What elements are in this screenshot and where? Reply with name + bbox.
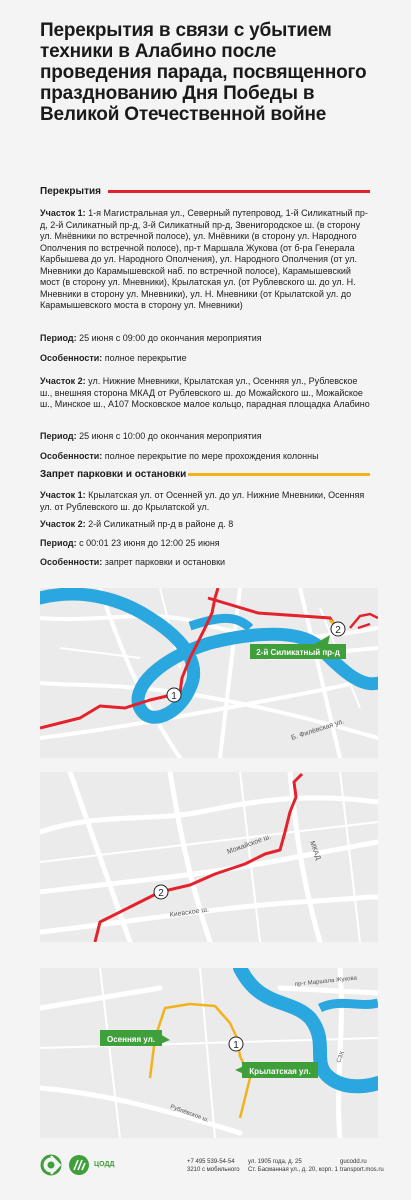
section2-label: Участок 2: <box>40 376 86 386</box>
codd-logo-text: ЦОДД <box>94 1161 115 1168</box>
parking-features <box>40 557 370 569</box>
section2-period-label: Период: <box>40 431 77 441</box>
callout-osennyaya-label: Осенняя ул. <box>107 1035 155 1044</box>
footer <box>40 1150 384 1200</box>
closure-section-1-period <box>40 333 370 345</box>
closure-section-1-features <box>40 353 370 365</box>
closure-section-2-period <box>40 431 370 443</box>
section1-period-label: Период: <box>40 333 77 343</box>
marker-2-label: 2 <box>335 625 341 636</box>
parking-period-value: с 00:01 23 июня до 12:00 25 июня <box>79 538 220 548</box>
marker-2b-label: 2 <box>158 888 164 899</box>
city-logo-icon <box>40 1154 62 1176</box>
parking-features-value: запрет парковки и остановки <box>104 557 226 567</box>
parking-features-label: Особенности: <box>40 557 103 567</box>
codd-logo-icon <box>68 1154 90 1176</box>
footer-address-2: Ст. Басманная ул., д. 20, корп. 1 <box>248 1167 338 1173</box>
street-label-mozhayskoe: Можайское ш. <box>226 833 273 856</box>
parking-period-label: Период: <box>40 538 77 548</box>
street-label-zhukova: пр-т Маршала Жукова <box>294 975 358 988</box>
street-label-kievskoe: Киевское ш. <box>169 906 210 919</box>
section1-features: полное перекрытие <box>104 353 187 363</box>
marker-2b <box>154 885 168 899</box>
marker-1b-label: 1 <box>233 1040 239 1051</box>
street-label-rublevskoe: Рублёвское ш. <box>169 1104 210 1124</box>
parking-period <box>40 538 370 550</box>
closures-heading: Перекрытия <box>40 186 101 197</box>
parking-section-2 <box>40 519 370 531</box>
page-title: Перекрытия в связи с убытием техники в Алабино после проведения парада, посвященного празднованию Дня Победы в Великой Отечественной войне <box>40 20 367 125</box>
footer-phone: +7 495 539-54-54 <box>187 1159 235 1165</box>
section1-features-label: Особенности: <box>40 353 103 363</box>
marker-1 <box>167 688 181 702</box>
section2-period: 25 июня с 10:00 до окончания мероприятия <box>79 431 262 441</box>
street-label-szh: СЗХ <box>336 1050 346 1064</box>
callout-silikatny-label: 2-й Силикатный пр-д <box>256 648 340 657</box>
callout-krylatskaya-label: Крылатская ул. <box>249 1067 311 1076</box>
section2-features: полное перекрытие по мере прохождения колонны <box>104 451 319 461</box>
closure-section-2-features <box>40 451 370 463</box>
parking-section2-label: Участок 2: <box>40 519 86 529</box>
parking-heading: Запрет парковки и остановки <box>40 469 187 480</box>
callout-osennyaya <box>100 1030 170 1046</box>
street-label-mkad: МКАД <box>308 840 322 862</box>
callout-krylatskaya <box>235 1062 318 1078</box>
footer-websites <box>340 1158 384 1174</box>
parking-section1-label: Участок 1: <box>40 490 86 500</box>
section1-label: Участок 1: <box>40 208 86 218</box>
closure-section-1 <box>40 208 370 312</box>
footer-mobile: 3210 с мобильного <box>187 1167 240 1173</box>
footer-website-1[interactable]: gucodd.ru <box>340 1159 367 1165</box>
footer-addresses <box>248 1158 338 1174</box>
footer-contacts <box>187 1158 240 1174</box>
section1-period: 25 июня с 09:00 до окончания мероприятия <box>79 333 262 343</box>
footer-address-1: ул. 1905 года, д. 25 <box>248 1159 302 1165</box>
section2-text: ул. Нижние Мневники, Крылатская ул., Осенняя ул., Рублевское ш., внешняя сторона МКАД от Рублевского ш. до Можайского ш., Можайское ш., Минское ш., А107 Московское малое кольцо, парадная площадка Алабино <box>40 376 370 409</box>
marker-2 <box>331 622 345 636</box>
section1-text: 1-я Магистральная ул., Северный путепровод, 1-й Силикатный пр-д, 2-й Силикатный пр-д, 3-й Силикатный пр-д, Звенигородское ш. (в сторону ул. Мнёвники по встречной полосе), ул. Мнёвники (в сторону ул. Народного Ополчения по встречной полосе), пр-т Маршала Жукова (от б-ра Генерала Карбышева до ул. Народного Ополчения), ул. Народного Ополчения (от ул. Мневники до Карамышевской наб. по встречной полосе), Карамышевский мост (в сторону ул. Мневники), Крылатская ул. (от Рублевского ш. до ул. Н. Мневники в сторону ул. Мневники), ул. Н. Мневники (от Крылатской ул. до Карамышевского моста в сторону ул. Мневники) <box>40 208 368 310</box>
map-2 <box>40 772 378 942</box>
parking-section-1 <box>40 490 370 513</box>
map-3 <box>40 968 378 1138</box>
closure-section-2 <box>40 376 370 411</box>
closures-divider <box>108 190 370 193</box>
section2-features-label: Особенности: <box>40 451 103 461</box>
parking-section2: 2-й Силикатный пр-д в районе д. 8 <box>88 519 234 529</box>
parking-section1: Крылатская ул. от Осенней ул. до ул. Нижние Мневники, Осенняя ул. от Рублевского ш. до Крылатской ул. <box>40 490 365 512</box>
marker-1b <box>229 1037 243 1051</box>
footer-website-2[interactable]: transport.mos.ru <box>340 1167 384 1173</box>
map-1 <box>40 588 378 758</box>
street-label-filevskaya: Б. Филёвская ул. <box>290 718 345 742</box>
marker-1-label: 1 <box>171 691 177 702</box>
parking-divider <box>188 473 370 476</box>
